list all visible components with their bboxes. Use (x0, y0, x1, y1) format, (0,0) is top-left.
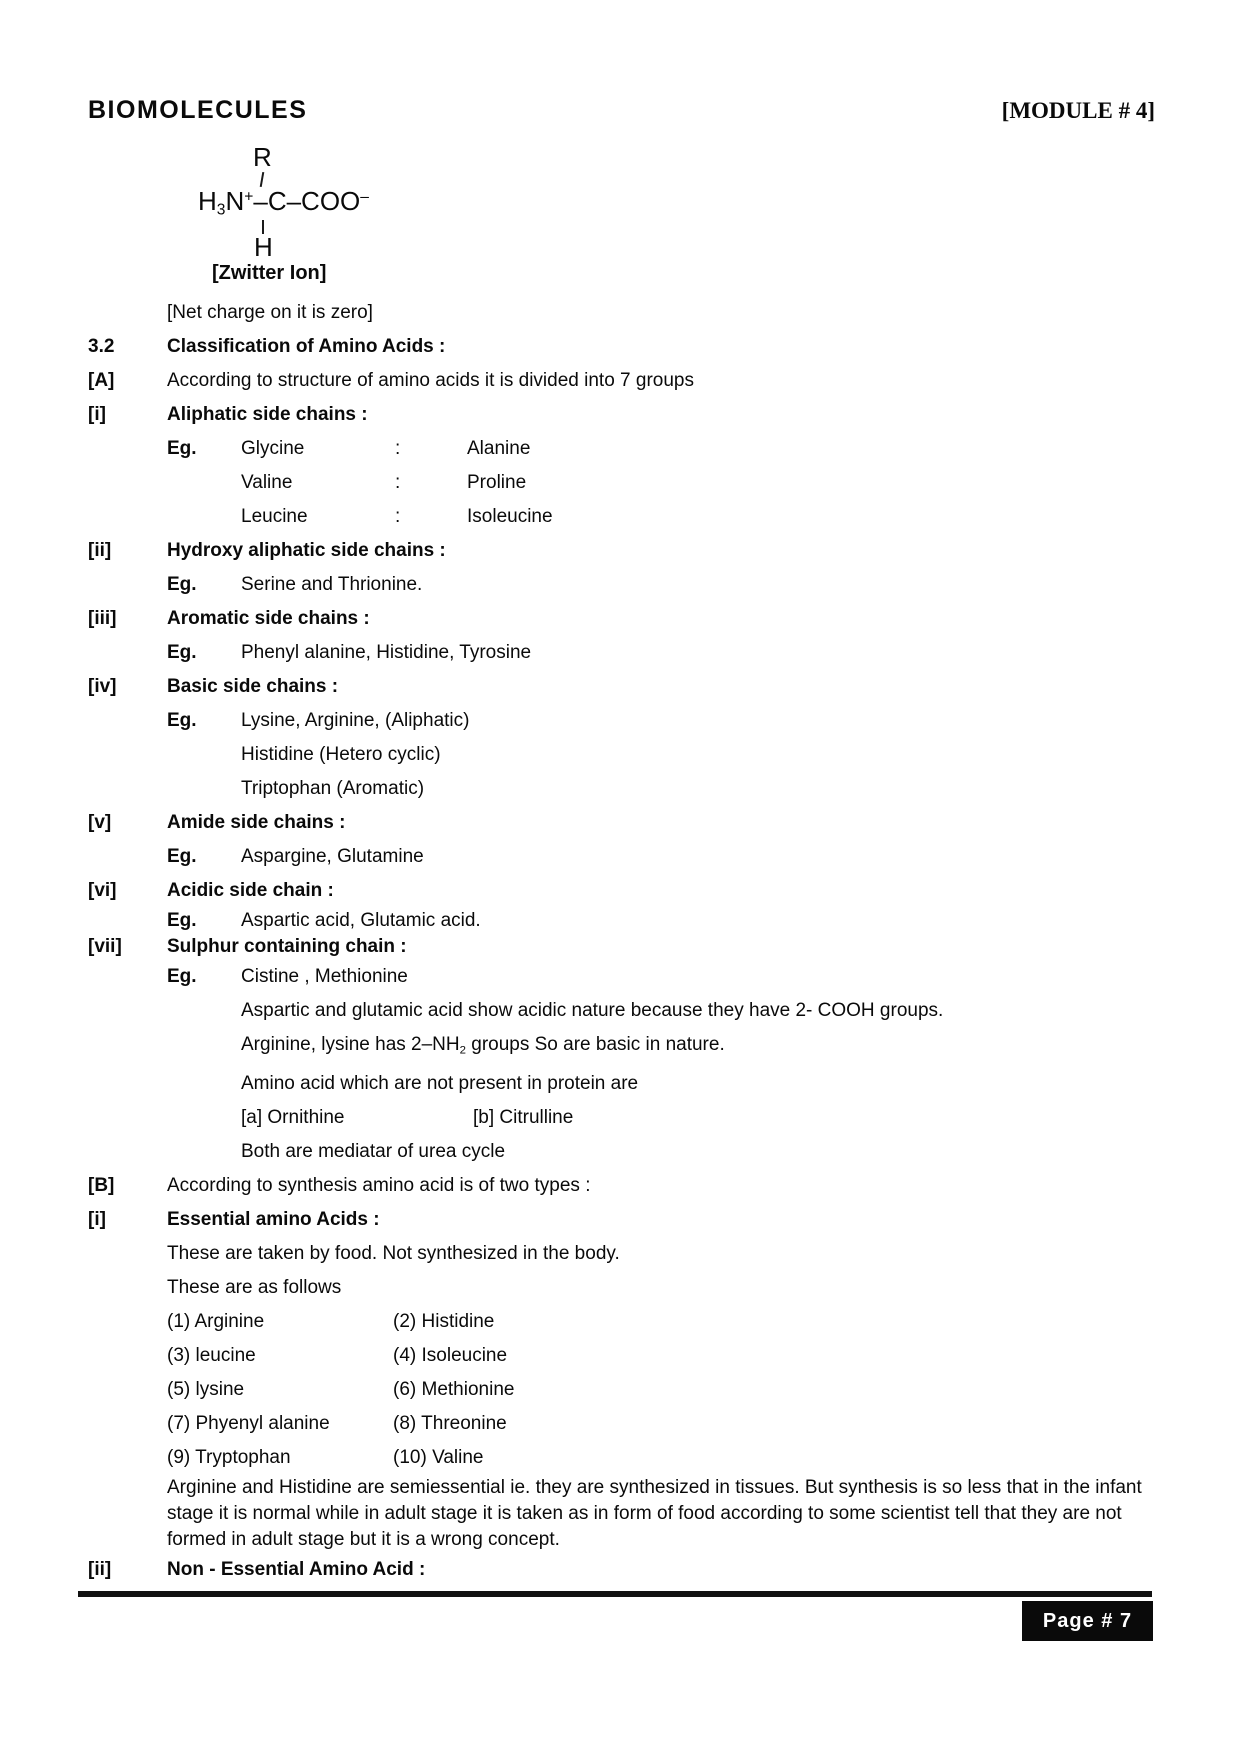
group-v-example-row (88, 840, 1163, 874)
eg-label: Eg. (167, 642, 197, 663)
group-i-title: Aliphatic side chains : (167, 404, 368, 425)
essential-list-row (88, 1441, 1163, 1475)
group-iv-example-row (88, 704, 1163, 738)
group-i-example-row (88, 500, 1163, 534)
essential-desc-row (88, 1237, 1163, 1271)
group-ii-heading (88, 534, 1163, 568)
formula-minus: – (360, 188, 369, 206)
note-row (88, 1028, 1163, 1067)
example-text: Phenyl alanine, Histidine, Tyrosine (241, 642, 532, 663)
group-v-heading (88, 806, 1163, 840)
note-text: Aspartic and glutamic acid show acidic nature because they have 2- COOH groups. (241, 1000, 944, 1021)
note-text-post: groups So are basic in nature. (465, 1034, 725, 1055)
example-text: Serine and Thrionine. (241, 574, 423, 595)
example-right: Isoleucine (467, 506, 553, 527)
group-vi-example-row (88, 908, 1163, 934)
list-item: (1) Arginine (167, 1311, 265, 1333)
item-B-text: According to synthesis amino acid is of two types : (167, 1175, 591, 1197)
example-colon: : (395, 438, 401, 459)
eg-label: Eg. (167, 910, 197, 931)
net-charge-row (88, 296, 1163, 330)
item-b-citrulline: [b] Citrulline (473, 1107, 574, 1129)
formula-plus: + (244, 188, 254, 206)
module-tag: [MODULE # 4] (1001, 98, 1155, 123)
group-iv-example-row (88, 738, 1163, 772)
example-right: Proline (467, 472, 527, 493)
item-B (88, 1169, 1163, 1203)
group-iii-example-row (88, 636, 1163, 670)
list-item: (4) Isoleucine (393, 1345, 508, 1367)
non-essential-title: Non - Essential Amino Acid : (167, 1559, 426, 1581)
bond-r-c (260, 172, 265, 187)
example-colon: : (395, 472, 401, 493)
group-ii-example-row (88, 568, 1163, 602)
essential-desc-row (88, 1271, 1163, 1305)
eg-label: Eg. (167, 710, 197, 731)
note-row (88, 1067, 1163, 1101)
essential-list-row (88, 1373, 1163, 1407)
group-i-heading (88, 398, 1163, 432)
list-item: (6) Methionine (393, 1379, 515, 1401)
item-A-label: [A] (88, 370, 115, 391)
group-v-title: Amide side chains : (167, 812, 346, 833)
group-ii-title: Hydroxy aliphatic side chains : (167, 540, 446, 561)
group-vii-example-row (88, 960, 1163, 994)
non-essential-heading (88, 1553, 1163, 1587)
example-text: Aspargine, Glutamine (241, 846, 424, 867)
page-title: BIOMOLECULES (88, 96, 308, 124)
essential-list-row (88, 1339, 1163, 1373)
list-item: (2) Histidine (393, 1311, 495, 1333)
nh2-subscript: 2 (459, 1044, 466, 1057)
group-iii-label: [iii] (88, 608, 117, 629)
footer-divider (78, 1591, 1152, 1597)
zwitterion-formula (198, 186, 369, 220)
group-i-example-row (88, 432, 1163, 466)
note-row (88, 1135, 1163, 1169)
essential-desc: These are as follows (167, 1277, 342, 1299)
essential-list-row (88, 1305, 1163, 1339)
formula-sub3: 3 (216, 201, 226, 219)
list-item: (5) lysine (167, 1379, 245, 1401)
group-vii-heading (88, 934, 1163, 960)
group-vi-title: Acidic side chain : (167, 880, 334, 901)
example-text: Triptophan (Aromatic) (241, 778, 425, 799)
note-text: Both are mediatar of urea cycle (241, 1141, 506, 1163)
group-iv-label: [iv] (88, 676, 117, 697)
semiessential-paragraph: Arginine and Histidine are semiessential ie. they are synthesized in tissues. But synthesis is so less that in the infant stage it is normal while in adult stage it is taken as in form of food according to some scientist tell that they are not formed in adult stage but it is a wrong concept. (167, 1477, 1142, 1551)
eg-label: Eg. (167, 574, 197, 595)
group-iv-title: Basic side chains : (167, 676, 339, 697)
zwitterion-structure-diagram (198, 140, 438, 290)
example-text: Aspartic acid, Glutamic acid. (241, 910, 481, 931)
net-charge-note: [Net charge on it is zero] (167, 302, 373, 323)
note-text (241, 1028, 1163, 1067)
formula-n: N (225, 186, 245, 216)
page-number-badge: Page # 7 (1022, 1601, 1153, 1641)
essential-heading (88, 1203, 1163, 1237)
non-essential-label: [ii] (88, 1559, 112, 1581)
page-header (88, 96, 1155, 125)
eg-label: Eg. (167, 846, 197, 867)
essential-desc: These are taken by food. Not synthesized in the body. (167, 1243, 620, 1265)
group-iv-example-row (88, 772, 1163, 806)
non-protein-amino-acids-row (88, 1101, 1163, 1135)
note-row (88, 994, 1163, 1028)
document-body (88, 296, 1163, 1587)
essential-title: Essential amino Acids : (167, 1209, 380, 1231)
section-3-2-heading (88, 330, 1163, 364)
list-item: (3) leucine (167, 1345, 256, 1367)
list-item: (7) Phyenyl alanine (167, 1413, 330, 1435)
formula-h: H (198, 186, 217, 216)
group-iii-heading (88, 602, 1163, 636)
group-vi-heading (88, 874, 1163, 908)
group-i-label: [i] (88, 404, 106, 425)
essential-list-row (88, 1407, 1163, 1441)
example-left: Valine (241, 472, 293, 493)
note-text: Amino acid which are not present in protein are (241, 1073, 639, 1095)
example-left: Glycine (241, 438, 305, 459)
example-colon: : (395, 506, 401, 527)
example-text: Cistine , Methionine (241, 966, 408, 987)
list-item: (8) Threonine (393, 1413, 507, 1435)
group-v-label: [v] (88, 812, 112, 833)
item-A (88, 364, 1163, 398)
group-iii-title: Aromatic side chains : (167, 608, 370, 629)
group-iv-heading (88, 670, 1163, 704)
eg-label: Eg. (167, 966, 197, 987)
group-i-example-row (88, 466, 1163, 500)
note-text-pre: Arginine, lysine has 2–NH (241, 1034, 460, 1055)
list-item: (10) Valine (393, 1447, 484, 1469)
formula-chain: –C–COO (253, 186, 361, 216)
group-vi-label: [vi] (88, 880, 117, 901)
section-title: Classification of Amino Acids : (167, 336, 446, 357)
example-text: Histidine (Hetero cyclic) (241, 744, 441, 765)
item-a-ornithine: [a] Ornithine (241, 1107, 345, 1129)
item-B-label: [B] (88, 1175, 115, 1197)
list-item: (9) Tryptophan (167, 1447, 291, 1469)
example-right: Alanine (467, 438, 531, 459)
group-vii-title: Sulphur containing chain : (167, 936, 407, 957)
example-text: Lysine, Arginine, (Aliphatic) (241, 710, 470, 731)
section-number: 3.2 (88, 336, 115, 357)
group-vii-label: [vii] (88, 936, 122, 957)
group-ii-label: [ii] (88, 540, 112, 561)
essential-label: [i] (88, 1209, 106, 1231)
item-A-text: According to structure of amino acids it is divided into 7 groups (167, 370, 694, 391)
r-group-label: R (253, 142, 272, 172)
h-atom-label: H (254, 232, 273, 262)
eg-label: Eg. (167, 438, 197, 459)
example-left: Leucine (241, 506, 308, 527)
structure-caption: [Zwitter Ion] (212, 262, 327, 284)
